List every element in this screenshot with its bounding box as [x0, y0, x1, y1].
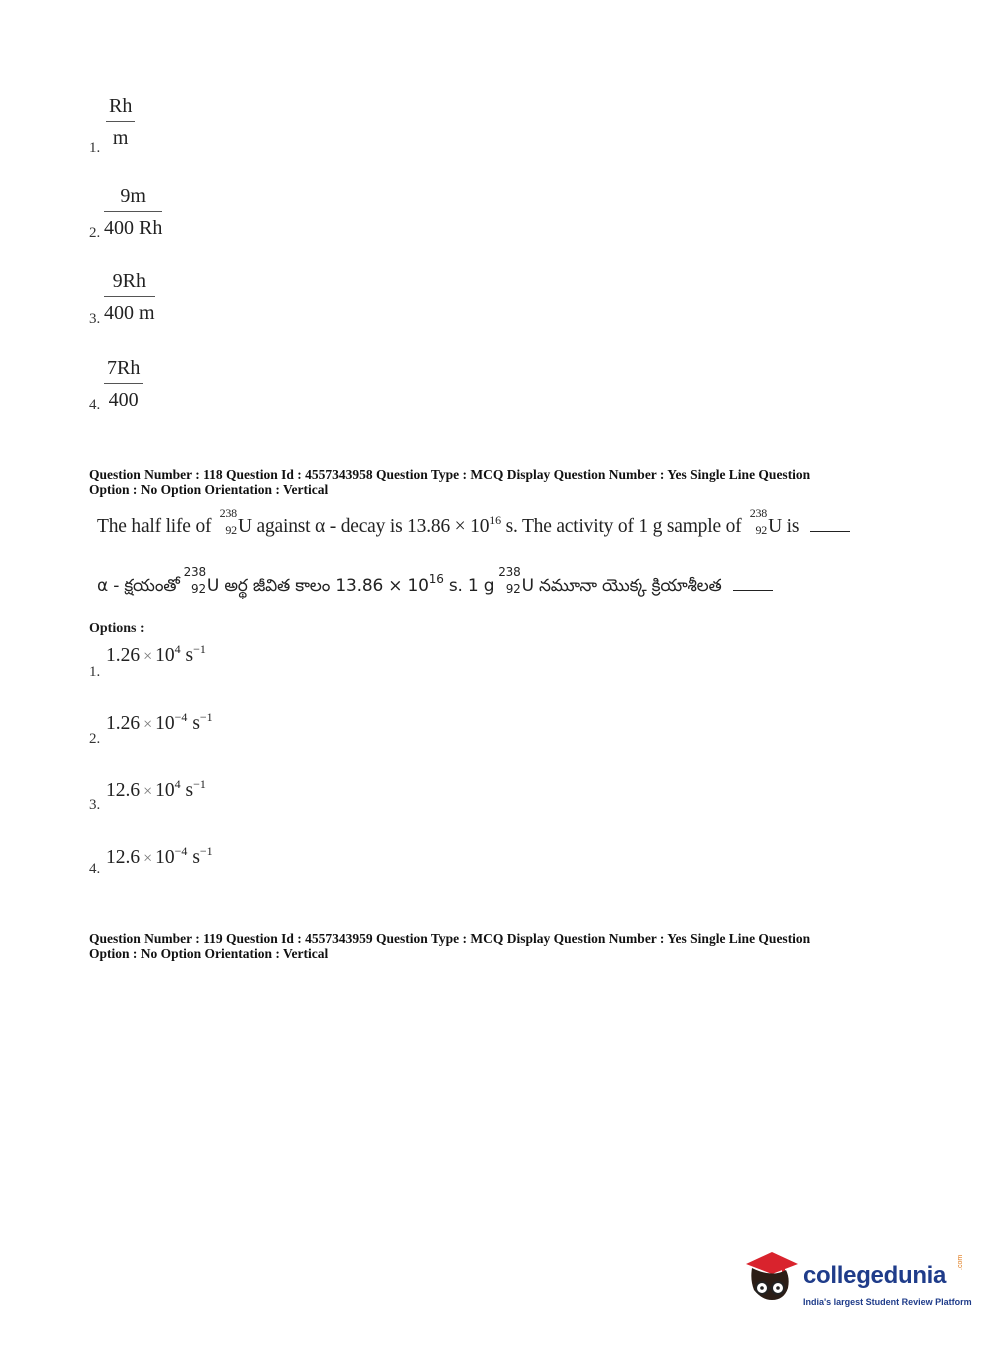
option-number: 4. [89, 397, 101, 413]
uranium-nuclide: 238 92 [183, 565, 206, 596]
fraction-numerator: 9Rh [104, 269, 155, 297]
uranium-nuclide: 238 92 [219, 506, 237, 537]
fraction-denominator: m [112, 127, 129, 149]
question-118-meta [89, 467, 889, 497]
option-number: 1. [89, 140, 101, 156]
option-1[interactable]: $1.26 \times 10^4$ $s^{-1}$ [106, 642, 206, 666]
logo-tagline: India's largest Student Review Platform [803, 1297, 972, 1307]
fraction-denominator: 400 Rh [104, 217, 163, 239]
option-3[interactable]: $12.6 \times 10^4$ $s^{-1}$ [106, 777, 206, 801]
logo-dotcom: .com [957, 1254, 964, 1270]
fraction-denominator: 400 [108, 389, 139, 411]
logo-wordmark: collegedunia [803, 1262, 947, 1289]
option-fraction[interactable] [104, 184, 162, 240]
fraction-numerator: 7Rh [104, 356, 143, 384]
option-fraction[interactable] [106, 94, 135, 150]
question-119-meta [89, 931, 889, 961]
option-number: 4. [89, 861, 101, 877]
question-text-english: The half life of 238 92 U against α - decay is $13.86 \times 10^{16}$ s. The activity of 1 g sample of 238 92 U is [97, 515, 850, 538]
options-label: Options : [89, 621, 145, 636]
option-number: 3. [89, 797, 101, 813]
fraction-numerator: Rh [106, 94, 135, 122]
answer-blank [733, 588, 773, 591]
fraction-denominator: 400 m [104, 302, 155, 324]
option-fraction[interactable] [104, 269, 155, 325]
option-4[interactable]: $12.6 \times 10^{-4}$ $s^{-1}$ [106, 844, 213, 868]
option-number: 2. [89, 731, 101, 747]
meta-line-1: Question Number : 119 Question Id : 4557343959 Question Type : MCQ Display Question Number : Yes Single Line Question [89, 931, 811, 946]
option-number: 1. [89, 664, 101, 680]
question-text-telugu: α - క్షయంతో 238 92 U అర్థ జీవిత కాలం $13.86 \times 10^{16}$ s. 1 g 238 92 U నమూనా యొక్క క్రియాశీలత [97, 574, 773, 600]
answer-blank [810, 529, 850, 532]
option-2[interactable]: $1.26 \times 10^{-4}$ $s^{-1}$ [106, 710, 213, 734]
option-number: 3. [89, 311, 101, 327]
meta-line-2: Option : No Option Orientation : Vertical [89, 946, 329, 961]
meta-line-1: Question Number : 118 Question Id : 4557343958 Question Type : MCQ Display Question Number : Yes Single Line Question [89, 467, 811, 482]
uranium-nuclide: 238 92 [498, 565, 521, 596]
uranium-nuclide: 238 92 [749, 506, 768, 537]
fraction-numerator: 9m [104, 184, 162, 212]
option-number: 2. [89, 225, 101, 241]
meta-line-2: Option : No Option Orientation : Vertical [89, 482, 329, 497]
mascot-icon [742, 1250, 800, 1308]
option-fraction[interactable] [104, 356, 143, 412]
